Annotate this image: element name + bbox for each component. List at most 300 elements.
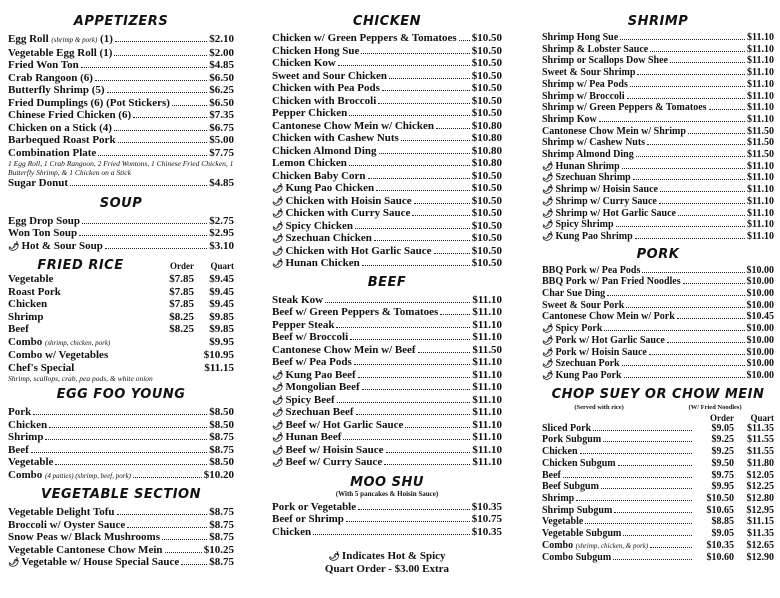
item-price: $10.50: [471, 219, 502, 232]
menu-item: [8, 531, 234, 544]
menu-item: [272, 32, 502, 45]
menu-item: [272, 306, 502, 319]
chili-icon: 🌶︎: [272, 183, 284, 193]
menu-column-right: [542, 0, 774, 564]
menu-item: [8, 273, 234, 286]
item-quart-price: $11.15: [747, 516, 774, 528]
chili-icon: 🌶︎: [272, 208, 284, 218]
leader-dots: [346, 521, 470, 522]
menu-item: [8, 469, 234, 483]
item-name: 🌶︎ Vegetable w/ House Special Sauce: [8, 556, 180, 568]
chicken-list: [272, 32, 502, 270]
moo-shu-title: MOO SHU: [350, 474, 424, 490]
item-name: Chicken w/ Green Peppers & Tomatoes: [272, 32, 457, 44]
menu-item: [8, 109, 234, 122]
menu-item: [542, 79, 774, 91]
leader-dots: [358, 509, 470, 510]
item-name: Chef's Special: [8, 361, 75, 374]
leader-dots: [616, 226, 746, 227]
item-name: Roast Pork: [8, 285, 61, 298]
item-name: 🌶︎ Szechuan Chicken: [272, 232, 372, 244]
item-name: Cantonese Chow Mein w/ Chicken: [272, 119, 434, 132]
leader-dots: [563, 477, 692, 478]
item-note: (4 patties) (shrimp, beef, pork): [44, 471, 131, 480]
appetizers-list: [8, 33, 234, 190]
chili-icon: 🌶︎: [272, 258, 284, 268]
leader-dots: [618, 465, 692, 466]
leader-dots: [356, 414, 471, 415]
leader-dots: [418, 352, 471, 353]
item-quart-price: $9.95: [209, 335, 234, 348]
item-quart-price: $9.85: [209, 310, 234, 323]
menu-item: [8, 72, 234, 85]
menu-item: [272, 456, 502, 469]
item-name: Beef w/ Green Peppers & Tomatoes: [272, 306, 439, 318]
leader-dots: [118, 142, 208, 143]
item-name: Char Sue Ding: [542, 288, 606, 300]
leader-dots: [677, 318, 745, 319]
item-name: 🌶︎ Spicy Shrimp: [542, 219, 614, 231]
item-name: 🌶︎ Shrimp w/ Hot Garlic Sauce: [542, 207, 676, 219]
item-price: $6.50: [209, 96, 234, 109]
menu-item: [542, 370, 774, 382]
item-price: $11.10: [747, 102, 774, 114]
item-name: 🌶︎ Szechuan Beef: [272, 406, 354, 418]
leader-dots: [622, 168, 745, 169]
item-name: Vegetable Egg Roll (1): [8, 46, 113, 59]
leader-dots: [79, 235, 207, 236]
chili-icon: 🌶︎: [272, 220, 284, 231]
item-order-price: $7.85: [169, 298, 194, 310]
item-quart-price: $12.95: [746, 504, 774, 516]
chili-icon: 🌶︎: [542, 358, 554, 369]
menu-item: [272, 195, 502, 208]
item-quart-price: $12.90: [746, 552, 774, 564]
chili-icon: 🌶︎: [272, 444, 284, 455]
chili-icon: 🌶︎: [542, 172, 554, 183]
leader-dots: [49, 427, 207, 428]
item-price: $11.10: [747, 184, 774, 196]
menu-item: [272, 344, 502, 357]
item-price: $10.50: [471, 207, 502, 219]
beef-title: BEEF: [367, 274, 407, 290]
item-price: $6.25: [209, 84, 234, 96]
item-name: 🌶︎ Spicy Beef: [272, 393, 335, 406]
item-name: 🌶︎ Hunan Shrimp: [542, 160, 620, 172]
menu-item: [8, 298, 234, 311]
menu-item: [542, 552, 774, 564]
menu-item: [8, 147, 234, 160]
item-name: Shrimp & Lobster Sauce: [542, 43, 649, 55]
item-name: Chicken: [8, 298, 48, 310]
item-name: 🌶︎ Pork w/ Hoisin Sauce: [542, 346, 647, 358]
leader-dots: [382, 90, 470, 91]
item-price: $11.10: [747, 172, 774, 184]
leader-dots: [325, 302, 470, 303]
item-price: $10.75: [471, 513, 502, 525]
item-price: $8.50: [209, 418, 234, 431]
item-price: $8.75: [209, 506, 234, 518]
item-name: Chicken: [542, 446, 578, 458]
chili-icon: 🌶︎: [272, 233, 284, 243]
item-name: Chicken with Broccoli: [272, 94, 377, 107]
pork-title: PORK: [636, 246, 680, 262]
leader-dots: [313, 534, 470, 535]
item-order-price: $9.05: [711, 528, 734, 540]
item-name: Shrimp w/ Broccoli: [542, 90, 625, 102]
leader-dots: [580, 453, 692, 454]
item-price: $11.10: [472, 431, 502, 443]
item-name: Combo Subgum: [542, 552, 612, 564]
leader-dots: [635, 238, 745, 239]
leader-dots: [649, 354, 745, 355]
item-name: Pork: [8, 406, 32, 418]
chili-icon: 🌶︎: [542, 195, 554, 206]
item-price: $2.10: [209, 33, 234, 45]
item-name: Chicken Kow: [272, 57, 336, 69]
item-name: Sweet & Sour Pork: [542, 299, 625, 311]
item-name: Snow Peas w/ Black Mushrooms: [8, 531, 160, 543]
menu-item: [542, 423, 774, 435]
item-name: Shrimp Kow: [542, 113, 597, 125]
menu-item: [542, 516, 774, 528]
item-price: $7.75: [209, 146, 234, 159]
pork-list: [542, 265, 774, 382]
item-name: Combo w/ Vegetables: [8, 349, 109, 361]
menu-item: [272, 82, 502, 95]
leader-dots: [614, 512, 692, 513]
leader-dots: [368, 178, 470, 179]
item-price: $10.00: [746, 346, 774, 358]
item-order-price: $10.60: [706, 552, 734, 564]
leader-dots: [659, 203, 745, 204]
menu-item: [8, 286, 234, 299]
leader-dots: [688, 133, 745, 134]
soup-list: [8, 215, 234, 253]
menu-item: [272, 207, 502, 220]
leader-dots: [678, 215, 745, 216]
item-name: Shrimp: [542, 492, 575, 504]
item-quart-price: $12.65: [746, 539, 774, 551]
item-price: $11.10: [747, 195, 774, 207]
item-price: $11.10: [747, 90, 774, 102]
item-price: $11.50: [747, 137, 774, 149]
combination-note: 1 Egg Roll, 1 Crab Rangoon, 2 Fried Wontons, 1 Chinese Fried Chicken, 1 Butterfly Shrimp, & 1 Chicken on a Stick: [8, 159, 234, 177]
item-name: Shrimp w/ Pea Pods: [542, 78, 628, 90]
item-price: $10.80: [471, 157, 502, 169]
menu-item: [272, 170, 502, 183]
item-quart-price: $9.45: [209, 298, 234, 310]
item-name: Pepper Steak: [272, 318, 335, 331]
menu-item: [8, 33, 234, 47]
item-name: BBQ Pork w/ Pea Pods: [542, 264, 641, 276]
item-name: Cantonese Chow Mein w/ Beef: [272, 343, 416, 356]
menu-item: [8, 122, 234, 135]
item-price: $11.10: [472, 368, 502, 381]
item-price: $11.10: [472, 418, 502, 431]
menu-item: [272, 526, 502, 539]
menu-item: [542, 323, 774, 335]
item-name: Pork Subgum: [542, 434, 602, 446]
leader-dots: [386, 452, 471, 453]
item-price: $10.00: [746, 358, 774, 370]
menu-item: [542, 311, 774, 323]
item-name: Vegetable: [8, 456, 54, 468]
leader-dots: [376, 190, 470, 191]
item-name: Shrimp: [8, 310, 44, 323]
leader-dots: [343, 439, 470, 440]
item-name: Sweet and Sour Chicken: [272, 69, 388, 82]
item-quart-price: $11.35: [747, 528, 774, 540]
item-name: 🌶︎ Spicy Pork: [542, 323, 603, 335]
menu-item: [8, 362, 234, 375]
menu-item: [542, 528, 774, 540]
menu-item: [542, 434, 774, 446]
item-price: $11.10: [472, 331, 502, 343]
menu-item: [272, 406, 502, 419]
item-price: $10.25: [203, 543, 234, 556]
menu-item: [542, 161, 774, 173]
leader-dots: [412, 215, 469, 216]
leader-dots: [436, 128, 470, 129]
item-name: 🌶︎ Kung Pao Chicken: [272, 182, 375, 194]
menu-item: [542, 55, 774, 67]
item-name: Pepper Chicken: [272, 107, 348, 119]
item-quart-price: $11.55: [747, 434, 774, 446]
menu-item: [8, 323, 234, 336]
leader-dots: [117, 514, 208, 515]
item-name: Sugar Donut: [8, 177, 69, 189]
item-price: $10.00: [746, 334, 774, 346]
item-price: $11.10: [472, 306, 502, 318]
chili-icon: 🌶︎: [542, 207, 554, 218]
item-name: Vegetable Cantonese Chow Mein: [8, 543, 163, 556]
item-order-price: $10.65: [706, 504, 734, 516]
item-price: $8.50: [209, 456, 234, 468]
menu-item: [272, 294, 502, 307]
item-name: Sliced Pork: [542, 422, 592, 434]
leader-dots: [607, 295, 744, 296]
leader-dots: [626, 307, 744, 308]
chili-icon: 🌶︎: [542, 323, 554, 334]
item-price: $7.35: [209, 109, 234, 121]
leader-dots: [647, 144, 745, 145]
menu-item: [542, 114, 774, 126]
leader-dots: [115, 41, 207, 42]
item-name: Crab Rangoon (6): [8, 71, 93, 84]
leader-dots: [349, 115, 469, 116]
leader-dots: [709, 109, 746, 110]
menu-item: [8, 177, 234, 190]
item-quart-price: $9.45: [209, 285, 234, 298]
leader-dots: [389, 78, 470, 79]
leader-dots: [162, 539, 207, 540]
item-price: $10.50: [471, 194, 502, 207]
leader-dots: [31, 452, 207, 453]
item-price: $11.10: [472, 443, 502, 456]
item-price: $11.10: [472, 393, 502, 406]
menu-item: [8, 506, 234, 519]
chili-icon: 🌶︎: [542, 369, 554, 380]
item-name: 🌶︎ Mongolian Beef: [272, 381, 360, 393]
leader-dots: [599, 121, 745, 122]
item-order-price: $9.50: [711, 457, 734, 469]
vegetable-list: [8, 506, 234, 569]
menu-item: [272, 132, 502, 145]
item-name: 🌶︎ Kung Pao Beef: [272, 368, 356, 381]
item-name: Shrimp w/ Cashew Nuts: [542, 137, 646, 149]
menu-item: [272, 381, 502, 394]
menu-item: [8, 419, 234, 432]
item-price: $11.10: [747, 78, 774, 90]
menu-item: [542, 219, 774, 231]
item-price: $11.10: [747, 67, 774, 79]
menu-item: [8, 240, 234, 253]
item-name: Vegetable: [542, 516, 584, 528]
item-price: $10.80: [471, 119, 502, 132]
menu-item: [542, 184, 774, 196]
item-quart-price: $11.15: [204, 361, 234, 374]
vegetable-title: VEGETABLE SECTION: [41, 487, 201, 502]
item-price: $2.75: [209, 214, 234, 227]
item-price: $11.10: [747, 207, 774, 219]
chili-icon: 🌶︎: [542, 184, 554, 195]
leader-dots: [165, 552, 202, 553]
menu-item: [8, 59, 234, 72]
leader-dots: [459, 40, 470, 41]
item-name: Beef w/ Pea Pods: [272, 356, 352, 368]
item-price: $10.00: [746, 264, 774, 276]
item-name: Egg Drop Soup: [8, 214, 80, 227]
item-name: Chicken Baby Corn: [272, 169, 366, 182]
chili-icon: 🌶︎: [272, 419, 284, 430]
item-price: $11.10: [472, 456, 502, 468]
chop-suey-list: [542, 423, 774, 564]
item-price: $10.35: [471, 500, 502, 513]
fried-rice-list: [8, 273, 234, 383]
leader-dots: [434, 253, 470, 254]
item-name: 🌶︎ Hot & Sour Soup: [8, 239, 103, 252]
leader-dots: [670, 62, 745, 63]
menu-item: [542, 208, 774, 220]
menu-item: [8, 336, 234, 350]
item-name: 🌶︎ Hunan Beef: [272, 431, 342, 443]
chili-icon: 🌶︎: [542, 346, 554, 357]
leader-dots: [624, 377, 745, 378]
item-price: $10.50: [471, 257, 502, 269]
leader-dots: [172, 105, 207, 106]
menu-item: [542, 288, 774, 300]
item-name: 🌶︎ Shrimp w/ Hoisin Sauce: [542, 184, 658, 196]
shrimp-title: SHRIMP: [627, 14, 689, 29]
menu-item: [8, 406, 234, 419]
item-name: Combo (shrimp, chicken, pork): [8, 335, 111, 348]
item-price: $10.45: [746, 311, 774, 323]
item-price: $10.50: [471, 82, 502, 94]
item-price: $10.00: [746, 276, 774, 288]
leader-dots: [613, 559, 692, 560]
item-price: $11.50: [747, 125, 774, 137]
served-noodles: (W/ Fried Noodles): [688, 403, 742, 411]
leader-dots: [604, 330, 744, 331]
menu-item: [272, 107, 502, 120]
item-note: (shrimp, chicken, pork): [44, 338, 111, 347]
menu-item: [542, 493, 774, 505]
item-price: $10.00: [746, 288, 774, 300]
leader-dots: [45, 439, 207, 440]
item-price: $11.10: [472, 293, 502, 306]
leader-dots: [70, 185, 207, 186]
fried-rice-order-label: Order: [170, 261, 194, 271]
menu-item: [272, 257, 502, 270]
item-name: Beef or Shrimp: [272, 513, 344, 525]
leader-dots: [355, 228, 470, 229]
leader-dots: [358, 377, 471, 378]
item-price: $5.00: [209, 134, 234, 146]
egg-foo-young-list: [8, 406, 234, 482]
menu-item: [272, 319, 502, 332]
item-name: 🌶︎ Beef w/ Curry Sauce: [272, 456, 383, 468]
item-order-price: $8.25: [169, 323, 194, 335]
chop-suey-quart-label: Quart: [750, 412, 774, 423]
chop-suey-col-headers: [542, 413, 774, 423]
menu-item: [272, 513, 502, 526]
item-order-price: $9.95: [711, 481, 734, 493]
chili-icon: 🌶︎: [272, 369, 284, 380]
menu-item: [542, 102, 774, 114]
menu-item: [542, 458, 774, 470]
leader-dots: [105, 248, 207, 249]
item-price: $11.10: [472, 406, 502, 418]
fried-rice-header: [8, 258, 234, 273]
leader-dots: [585, 523, 692, 524]
leader-dots: [114, 130, 207, 131]
leader-dots: [374, 240, 470, 241]
item-name: Beef Subgum: [542, 481, 599, 493]
leader-dots: [401, 140, 470, 141]
item-name: Fried Won Ton: [8, 59, 79, 71]
menu-item: [542, 481, 774, 493]
item-name: Beef w/ Broccoli: [272, 331, 349, 343]
item-price: $10.50: [471, 244, 502, 257]
item-price: $10.80: [471, 144, 502, 157]
menu-item: [8, 97, 234, 110]
leader-dots: [576, 500, 692, 501]
item-price: $11.10: [747, 230, 774, 242]
item-name: Vegetable Delight Tofu: [8, 506, 115, 518]
menu-column-left: [8, 0, 234, 569]
leader-dots: [337, 402, 471, 403]
item-name: 🌶︎ Pork w/ Hot Garlic Sauce: [542, 334, 665, 346]
item-name: Broccoli w/ Oyster Sauce: [8, 518, 126, 531]
item-price: $2.00: [209, 46, 234, 59]
moo-shu-list: [272, 501, 502, 539]
leader-dots: [336, 327, 470, 328]
leader-dots: [384, 464, 470, 465]
menu-item: [8, 456, 234, 469]
fried-rice-title: FRIED RICE: [37, 258, 124, 273]
menu-item: [272, 45, 502, 58]
menu-item: [542, 149, 774, 161]
item-quart-price: $12.05: [746, 469, 774, 481]
item-name: Chicken: [272, 525, 312, 538]
menu-item: [542, 446, 774, 458]
chef-special-note: Shrimp, scallops, crab, pea pods, & white onion: [8, 374, 153, 383]
menu-item: [542, 172, 774, 184]
menu-item: [272, 419, 502, 432]
soup-title: SOUP: [99, 195, 143, 211]
item-quart-price: $11.55: [747, 446, 774, 458]
